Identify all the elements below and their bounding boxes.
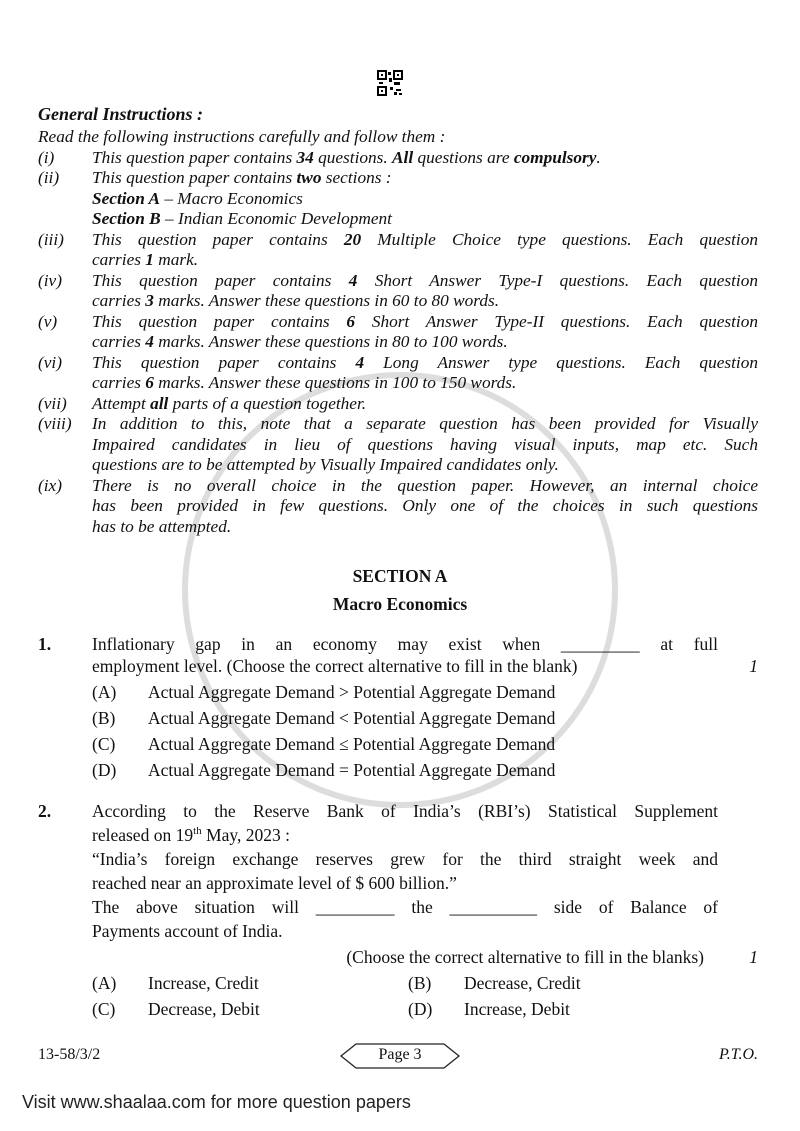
pto-label: P.T.O. [719,1046,758,1063]
question-number: 2. [38,801,52,821]
instruction-number: (vii) [38,393,67,413]
question-number: 1. [38,634,52,654]
instruction-text: This question paper contains 6 Short Answer Type-II questions. Each question carries 4 marks. Answer these questions in 80 to 100 words. [92,311,759,351]
page-number: Page 3 [378,1046,422,1063]
question-instruction: (Choose the correct alternative to fill in the blanks) [346,947,704,967]
instruction-number: (v) [38,311,58,331]
question-2 [38,801,758,1031]
instruction-text: This question paper contains two sections : Section A – Macro Economics Section B – Indian Economic Development [92,168,392,228]
qr-code-icon [377,70,403,96]
instruction-item [38,353,758,394]
question-text: employment level. (Choose the correct alternative to fill in the blank) [92,656,578,676]
instruction-text: This question paper contains 20 Multiple Choice type questions. Each question carries 1 mark. [92,229,759,269]
instruction-number: (viii) [38,414,72,433]
instruction-text: This question paper contains 4 Short Answer Type-I questions. Each question carries 3 marks. Answer these questions in 60 to 80 words. [92,270,758,310]
instruction-number: (iii) [38,229,64,249]
question-text: “India’s foreign exchange reserves grew for the third straight week and [92,849,718,869]
instruction-item [38,312,758,353]
instruction-item [38,476,758,538]
section-subtitle: Macro Economics [332,594,468,614]
option-d: (D) Actual Aggregate Demand = Potential Aggregate Demand [92,760,556,780]
instruction-number: (vi) [38,352,62,372]
instructions-list [38,127,758,537]
instruction-number: (ii) [38,168,60,187]
option-b: (B) Actual Aggregate Demand < Potential Aggregate Demand [92,708,556,728]
question-1 [38,634,758,784]
section-title: SECTION A [352,566,448,586]
instruction-text: This question paper contains 34 questions. All questions are compulsory. [92,147,601,167]
question-text: The above situation will _________ the __________ side of Balance of [92,897,718,917]
paper-code: 13-58/3/2 [38,1046,101,1063]
instruction-number: (iv) [38,270,62,290]
option-a: (A) Actual Aggregate Demand > Potential Aggregate Demand [92,682,556,702]
question-marks: 1 [749,947,758,967]
option-c: (C) Decrease, Debit [92,999,260,1019]
question-marks: 1 [749,656,758,676]
option-c: (C) Actual Aggregate Demand ≤ Potential Aggregate Demand [92,734,556,754]
instructions-intro: Read the following instructions carefully and follow them : [38,127,446,146]
instruction-item [38,271,758,312]
question-text: Inflationary gap in an economy may exist when _________ at full [92,634,718,654]
option-a: (A) Increase, Credit [92,973,259,993]
instruction-item [38,414,758,476]
instruction-item [38,230,758,271]
option-b: (B) Decrease, Credit [408,973,581,993]
question-text: released on 19th May, 2023 : [92,825,290,845]
question-text: Payments account of India. [92,921,283,941]
instruction-item [38,394,758,415]
question-text: reached near an approximate level of $ 600 billion.” [92,873,457,893]
instruction-text: In addition to this, note that a separate question has been provided for Visually Impaired candidates in lieu of questions having visual inputs, map etc. Such questions are to be attempted by Visually Impaired candidates only. [92,414,758,474]
instruction-text: Attempt all parts of a question together. [92,393,367,413]
option-d: (D) Increase, Debit [408,999,570,1019]
question-text: According to the Reserve Bank of India’s (RBI’s) Statistical Supplement [92,801,718,821]
instruction-text: There is no overall choice in the question paper. However, an internal choice has been provided in few questions. Only one of the choices in such questions has to be attempted. [92,475,758,536]
instruction-number: (ix) [38,475,62,495]
instruction-number: (i) [38,147,55,167]
general-instructions-title: General Instructions : [38,104,204,124]
promo-link[interactable]: Visit www.shaalaa.com for more question papers [22,1092,411,1112]
instruction-text: This question paper contains 4 Long Answer type questions. Each question carries 6 marks. Answer these questions in 100 to 150 words. [92,352,758,392]
instruction-item [38,168,758,230]
instruction-item [38,148,758,169]
